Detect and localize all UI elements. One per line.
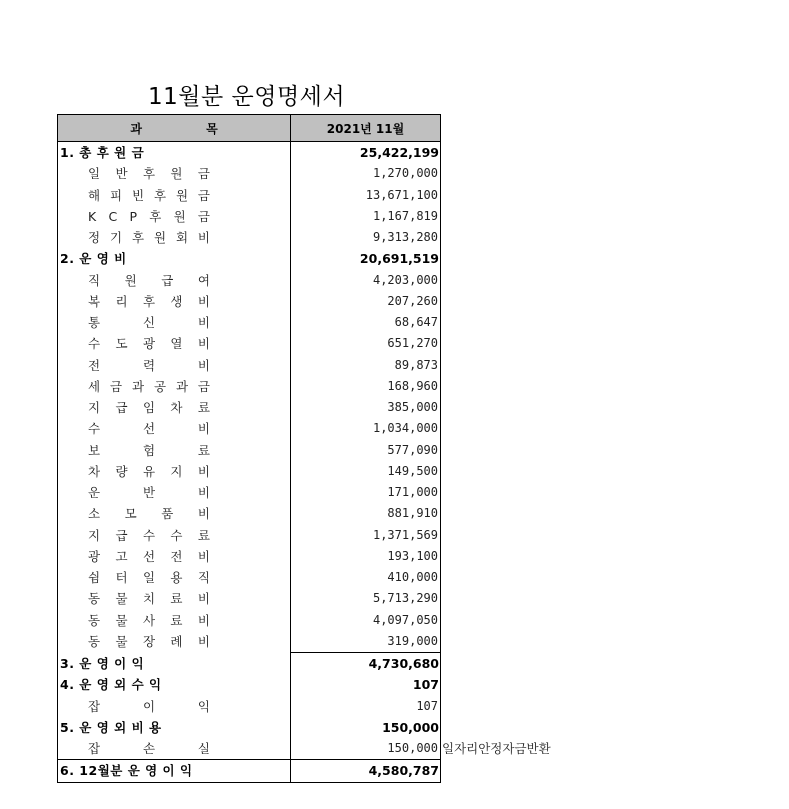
row-label-text: 보 험 료 [88,442,210,458]
table-row-item [58,440,441,461]
row-label [58,418,291,439]
row-label [58,610,291,631]
table-row-item [58,588,441,609]
row-amount: 9,313,280 [291,227,441,248]
row-label-text: 5. 운 영 외 비 용 [60,719,162,735]
row-amount: 20,691,519 [291,248,441,269]
row-label [58,248,291,269]
table-row-item [58,525,441,546]
table-row-item [58,376,441,397]
row-amount: 168,960 [291,376,441,397]
row-label-text: 정 기 후 원 회 비 [88,230,210,246]
row-label [58,760,291,782]
row-amount: 149,500 [291,461,441,482]
row-label [58,738,291,760]
row-label-text: 6. 12월분 운 영 이 익 [60,763,193,779]
row-label-text: K C P 후 원 금 [88,208,210,224]
row-label-text: 전 력 비 [88,357,210,373]
table-row-item [58,291,441,312]
page-title: 11월분 운영명세서 [148,84,346,110]
row-amount: 577,090 [291,440,441,461]
row-label-text: 수 선 비 [88,421,210,437]
row-label [58,333,291,354]
row-amount: 207,260 [291,291,441,312]
table-row-group [58,142,441,164]
table-row-item [58,503,441,524]
row-label [58,503,291,524]
row-label-text: 차 량 유 지 비 [88,463,210,479]
row-amount: 651,270 [291,333,441,354]
row-amount: 4,580,787 [291,760,441,782]
row-label-text: 소 모 품 비 [88,506,210,522]
table-row-item [58,270,441,291]
row-amount: 193,100 [291,546,441,567]
row-label [58,588,291,609]
row-label [58,696,291,717]
row-amount: 4,203,000 [291,270,441,291]
table-row-item [58,185,441,206]
table-row-item [58,355,441,376]
header-subject: 과 목 [58,115,291,142]
row-amount: 25,422,199 [291,142,441,164]
row-amount: 5,713,290 [291,588,441,609]
row-label-text: 일 반 후 원 금 [88,166,210,182]
table-row-group [58,717,441,738]
row-amount: 1,034,000 [291,418,441,439]
row-label [58,631,291,653]
table-row-item [58,227,441,248]
row-amount: 171,000 [291,482,441,503]
row-amount: 1,167,819 [291,206,441,227]
row-label [58,291,291,312]
row-label [58,270,291,291]
table-row-item [58,546,441,567]
row-label-text: 세 금 과 공 과 금 [88,378,210,394]
row-label-text: 잡 이 익 [88,698,210,714]
row-label-text: 쉼 터 일 용 직 [88,570,210,586]
row-label-text: 4. 운 영 외 수 익 [60,677,162,693]
row-amount: 107 [291,696,441,717]
row-label [58,206,291,227]
row-label-text: 통 신 비 [88,315,210,331]
row-amount: 4,730,680 [291,653,441,675]
row-label-text: 동 물 장 례 비 [88,634,210,650]
row-label [58,546,291,567]
header-period: 2021년 11월 [291,115,441,142]
row-amount: 319,000 [291,631,441,653]
row-amount: 13,671,100 [291,185,441,206]
table-row-item [58,397,441,418]
row-label-text: 복 리 후 생 비 [88,293,210,309]
statement-table [57,114,441,783]
row-label [58,440,291,461]
row-label [58,653,291,675]
row-label [58,567,291,588]
row-amount: 1,270,000 [291,163,441,184]
row-note: 일자리안정자금반환 [442,741,551,756]
row-label-text: 동 물 치 료 비 [88,591,210,607]
table-row-item [58,333,441,354]
row-label-text: 1. 총 후 원 금 [60,145,145,161]
row-amount: 68,647 [291,312,441,333]
table-row-item [58,206,441,227]
table-body [58,142,441,783]
row-label [58,461,291,482]
row-label [58,717,291,738]
table-row-item [58,163,441,184]
row-label [58,482,291,503]
row-amount: 385,000 [291,397,441,418]
table-header-row [58,115,441,142]
row-amount: 150,000 [291,717,441,738]
row-label [58,142,291,164]
row-label-text: 직 원 급 여 [88,272,210,288]
row-amount: 150,000 [291,738,441,760]
row-label [58,312,291,333]
row-label-text: 지 급 임 차 료 [88,400,210,416]
table-row-item [58,696,441,717]
row-label [58,227,291,248]
row-amount: 410,000 [291,567,441,588]
table-row-item [58,631,441,653]
row-label [58,525,291,546]
row-label-text: 운 반 비 [88,485,210,501]
row-label [58,397,291,418]
row-label-text: 2. 운 영 비 [60,251,127,267]
table-row-item [58,312,441,333]
row-label-text: 수 도 광 열 비 [88,336,210,352]
table-row-group [58,674,441,695]
row-label-text: 동 물 사 료 비 [88,612,210,628]
table-row-item [58,418,441,439]
row-amount: 881,910 [291,503,441,524]
row-label-text: 지 급 수 수 료 [88,527,210,543]
row-label-text: 3. 운 영 이 익 [60,655,145,671]
table-row-item [58,482,441,503]
table-row-item [58,610,441,631]
table-row-item [58,567,441,588]
row-label-text: 잡 손 실 [88,741,210,757]
row-label [58,376,291,397]
row-amount: 89,873 [291,355,441,376]
row-label [58,674,291,695]
table-row-group [58,760,441,782]
table-row-item [58,461,441,482]
row-label [58,185,291,206]
row-amount: 4,097,050 [291,610,441,631]
row-label [58,355,291,376]
row-amount: 1,371,569 [291,525,441,546]
row-label-text: 해 피 빈 후 원 금 [88,187,210,203]
table-row-group [58,248,441,269]
row-amount: 107 [291,674,441,695]
table-row-group [58,653,441,675]
table-row-item [58,738,441,760]
row-label [58,163,291,184]
row-label-text: 광 고 선 전 비 [88,548,210,564]
